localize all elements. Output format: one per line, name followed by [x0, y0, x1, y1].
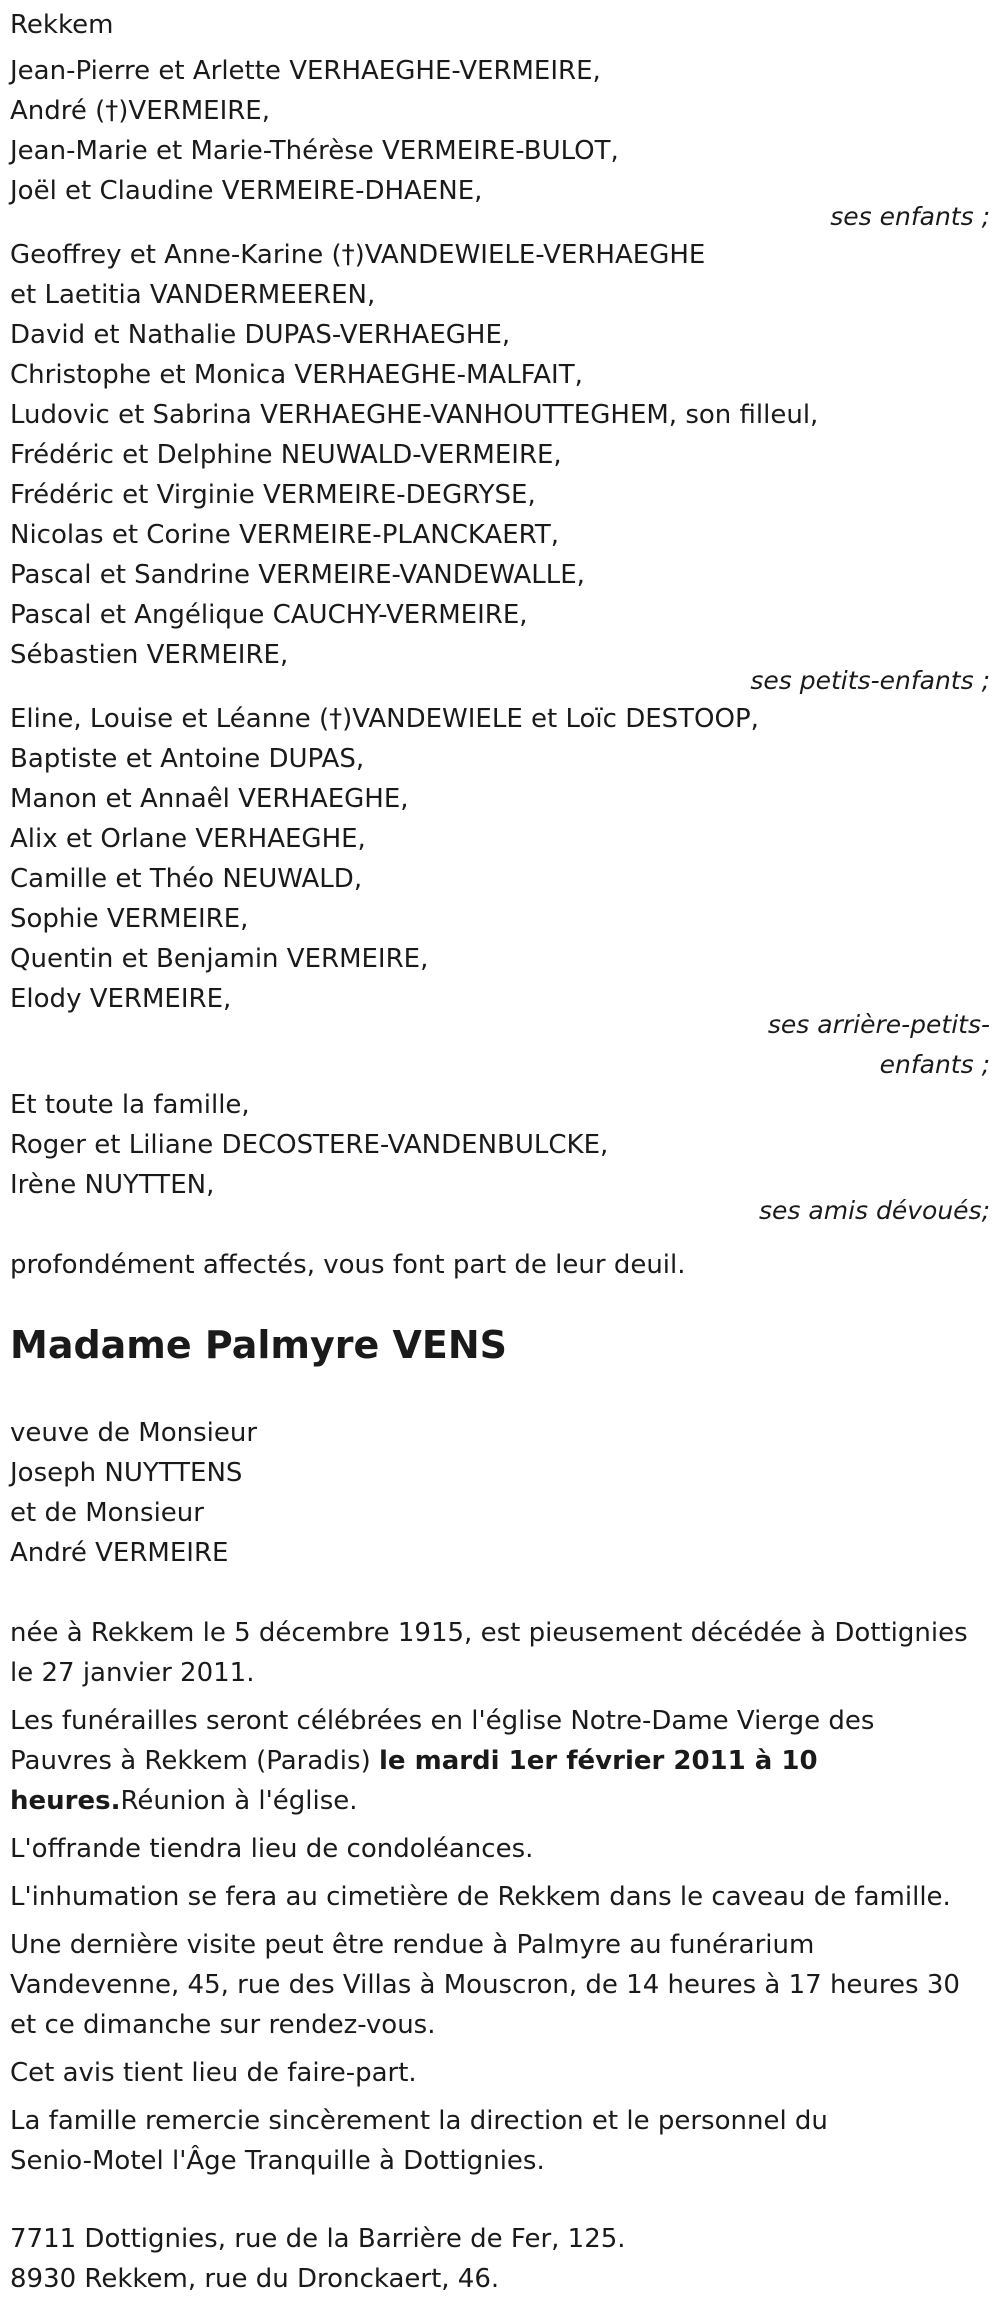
- funeral-date: le mardi 1er février 2011 à 10: [379, 1746, 818, 1776]
- birth-death-line: le 27 janvier 2011.: [10, 1658, 255, 1688]
- great-grandchildren-line: Baptiste et Antoine DUPAS,: [10, 744, 365, 774]
- great-grandchildren-line: Alix et Orlane VERHAEGHE,: [10, 824, 366, 854]
- announcement-text: profondément affectés, vous font part de leur deuil.: [10, 1250, 686, 1280]
- great-grandchildren-line: Manon et Annaêl VERHAEGHE,: [10, 784, 409, 814]
- grandchildren-line: Pascal et Sandrine VERMEIRE-VANDEWALLE,: [10, 560, 585, 590]
- place-heading: Rekkem: [10, 10, 114, 40]
- grandchildren-line: Pascal et Angélique CAUCHY-VERMEIRE,: [10, 600, 528, 630]
- great-grandchildren-line: Camille et Théo NEUWALD,: [10, 864, 363, 894]
- deceased-name: Madame Palmyre VENS: [10, 1323, 508, 1367]
- family-line: Et toute la famille,: [10, 1090, 250, 1120]
- grandchildren-line: Sébastien VERMEIRE,: [10, 640, 289, 670]
- funeral-place: Pauvres à Rekkem (Paradis): [10, 1746, 379, 1776]
- children-line: Joël et Claudine VERMEIRE-DHAENE,: [10, 176, 483, 206]
- great-grandchildren-line: Elody VERMEIRE,: [10, 984, 232, 1014]
- burial-line: L'inhumation se fera au cimetière de Rekkem dans le caveau de famille.: [10, 1882, 951, 1912]
- spouse-line: Joseph NUYTTENS: [10, 1458, 243, 1488]
- grandchildren-line: Geoffrey et Anne-Karine (†)VANDEWIELE-VERHAEGHE: [10, 240, 706, 270]
- grandchildren-line: Ludovic et Sabrina VERHAEGHE-VANHOUTTEGHEM, son filleul,: [10, 400, 819, 430]
- children-line: Jean-Pierre et Arlette VERHAEGHE-VERMEIRE,: [10, 56, 601, 86]
- friends-label: ses amis dévoués;: [759, 1196, 990, 1225]
- grandchildren-line: Frédéric et Virginie VERMEIRE-DEGRYSE,: [10, 480, 536, 510]
- great-grandchildren-line: Sophie VERMEIRE,: [10, 904, 249, 934]
- funeral-line: Les funérailles seront célébrées en l'église Notre-Dame Vierge des: [10, 1706, 875, 1736]
- funeral-time: heures.: [10, 1786, 121, 1816]
- children-label: ses enfants ;: [830, 202, 990, 231]
- visit-line: et ce dimanche sur rendez-vous.: [10, 2010, 436, 2040]
- address-line: 8930 Rekkem, rue du Dronckaert, 46.: [10, 2264, 500, 2294]
- great-grandchildren-line: Eline, Louise et Léanne (†)VANDEWIELE et Loïc DESTOOP,: [10, 704, 759, 734]
- funeral-meeting: Réunion à l'église.: [120, 1786, 358, 1816]
- funeral-line: [10, 1744, 818, 1778]
- grandchildren-label: ses petits-enfants ;: [750, 666, 990, 695]
- children-line: Jean-Marie et Marie-Thérèse VERMEIRE-BULOT,: [10, 136, 619, 166]
- thanks-line: Senio-Motel l'Âge Tranquille à Dottignies.: [10, 2146, 545, 2176]
- great-grandchildren-label-1: ses arrière-petits-: [767, 1010, 990, 1039]
- spouse-line: veuve de Monsieur: [10, 1418, 258, 1448]
- grandchildren-line: Christophe et Monica VERHAEGHE-MALFAIT,: [10, 360, 583, 390]
- thanks-line: La famille remercie sincèrement la direction et le personnel du: [10, 2106, 828, 2136]
- offering-line: L'offrande tiendra lieu de condoléances.: [10, 1834, 534, 1864]
- notice-line: Cet avis tient lieu de faire-part.: [10, 2058, 417, 2088]
- visit-line: Une dernière visite peut être rendue à Palmyre au funérarium: [10, 1930, 815, 1960]
- birth-death-line: née à Rekkem le 5 décembre 1915, est pieusement décédée à Dottignies: [10, 1618, 968, 1648]
- great-grandchildren-line: Quentin et Benjamin VERMEIRE,: [10, 944, 429, 974]
- funeral-line: [10, 1784, 358, 1818]
- visit-line: Vandevenne, 45, rue des Villas à Mouscron, de 14 heures à 17 heures 30: [10, 1970, 960, 2000]
- children-line: André (†)VERMEIRE,: [10, 96, 270, 126]
- spouse-line: André VERMEIRE: [10, 1538, 229, 1568]
- address-line: 7711 Dottignies, rue de la Barrière de Fer, 125.: [10, 2224, 626, 2254]
- grandchildren-line: David et Nathalie DUPAS-VERHAEGHE,: [10, 320, 511, 350]
- friends-line: Irène NUYTTEN,: [10, 1170, 215, 1200]
- friends-line: Roger et Liliane DECOSTERE-VANDENBULCKE,: [10, 1130, 609, 1160]
- grandchildren-line: Frédéric et Delphine NEUWALD-VERMEIRE,: [10, 440, 562, 470]
- grandchildren-line: Nicolas et Corine VERMEIRE-PLANCKAERT,: [10, 520, 559, 550]
- grandchildren-line: et Laetitia VANDERMEEREN,: [10, 280, 376, 310]
- great-grandchildren-label-2: enfants ;: [879, 1050, 990, 1079]
- spouse-line: et de Monsieur: [10, 1498, 204, 1528]
